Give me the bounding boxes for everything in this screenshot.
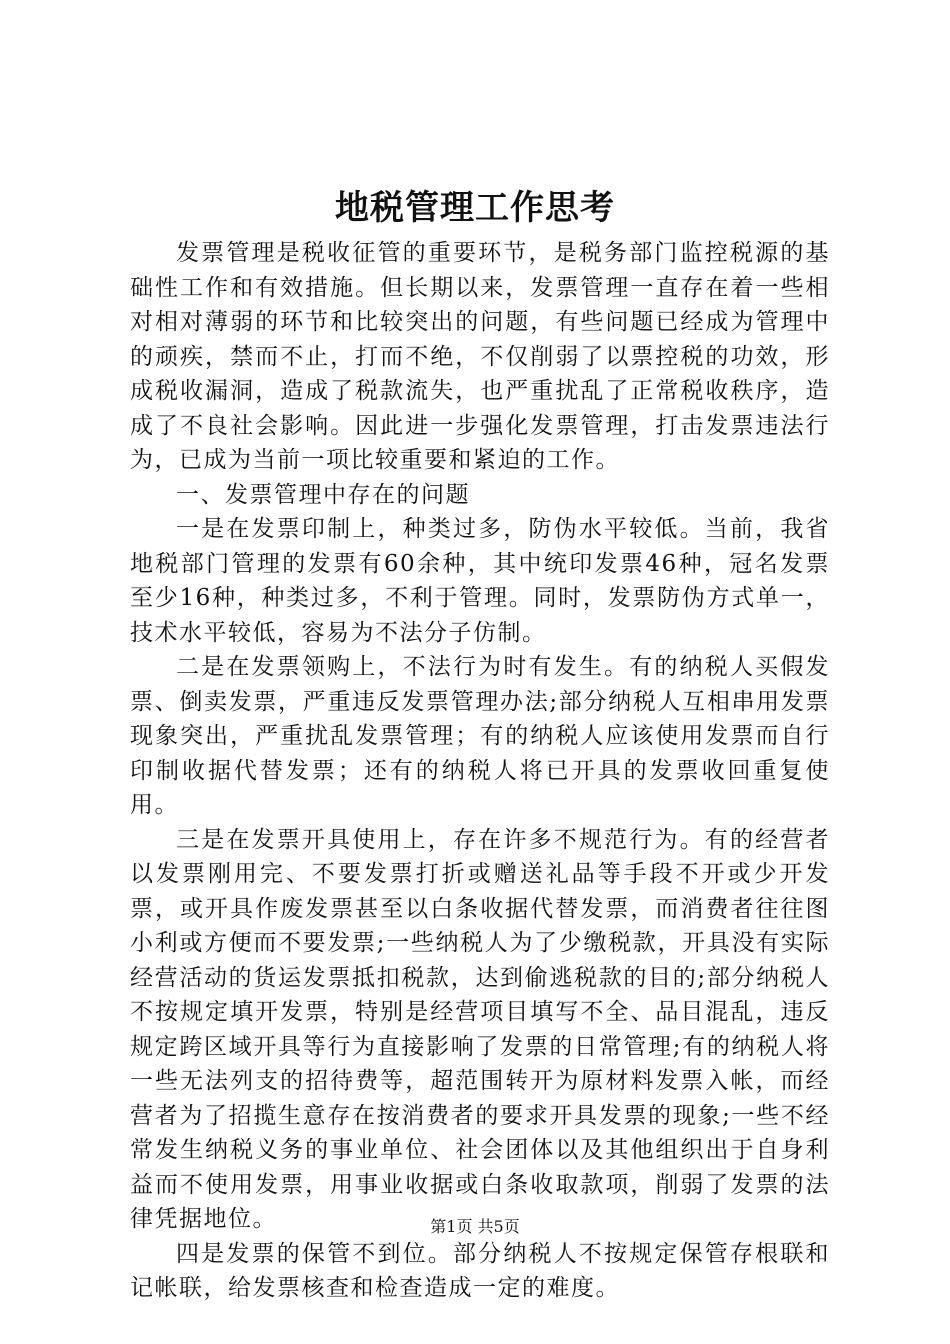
paragraph-intro: 发票管理是税收征管的重要环节，是税务部门监控税源的基础性工作和有效措施。但长期以来，发票管理一直存在着一些相对相对薄弱的环节和比较突出的问题，有些问题已经成为管理中的顽疾，禁而不止，打而不绝，不仅削弱了以票控税的功效，形成税收漏洞，造成了税款流失，也严重扰乱了正常税收秩序，造成了不良社会影响。因此进一步强化发票管理，打击发票违法行为，已成为当前一项比较重要和紧迫的工作。 [130, 240, 830, 473]
document-title: 地税管理工作思考 [335, 188, 615, 228]
paragraph-point-1: 一是在发票印制上，种类过多，防伪水平较低。当前，我省地税部门管理的发票有60余种，其中统印发票46种，冠名发票至少16种，种类过多，不利于管理。同时，发票防伪方式单一，技术水平较低，容易为不法分子仿制。 [130, 516, 830, 646]
paragraph-point-3: 三是在发票开具使用上，存在许多不规范行为。有的经营者以发票刚用完、不要发票打折或赠送礼品等手段不开或少开发票，或开具作废发票甚至以白条收据代替发票，而消费者往往图小利或方便而不要发票;一些纳税人为了少缴税款，开具没有实际经营活动的货运发票抵扣税款，达到偷逃税款的目的;部分纳税人不按规定填开发票，特别是经营项目填写不全、品目混乱，违反规定跨区域开具等行为直接影响了发票的日常管理;有的纳税人将一些无法列支的招待费等，超范围转开为原材料发票入帐，而经营者为了招揽生意存在按消费者的要求开具发票的现象;一些不经常发生纳税义务的事业单位、社会团体以及其他组织出于自身利益而不使用发票，用事业收据或白条收取款项，削弱了发票的法律凭据地位。 [130, 826, 830, 1232]
paragraph-point-4: 四是发票的保管不到位。部分纳税人不按规定保管存根联和记帐联，给发票核查和检查造成一定的难度。 [130, 1240, 830, 1301]
document-body [130, 236, 830, 1306]
page-number-footer: 第1页 共5页 [430, 1217, 520, 1236]
section-heading: 一、发票管理中存在的问题 [176, 481, 470, 508]
paragraph-point-2: 二是在发票领购上，不法行为时有发生。有的纳税人买假发票、倒卖发票，严重违反发票管理办法;部分纳税人互相串用发票现象突出，严重扰乱发票管理；有的纳税人应该使用发票而自行印制收据代替发票；还有的纳税人将已开具的发票收回重复使用。 [130, 654, 830, 818]
